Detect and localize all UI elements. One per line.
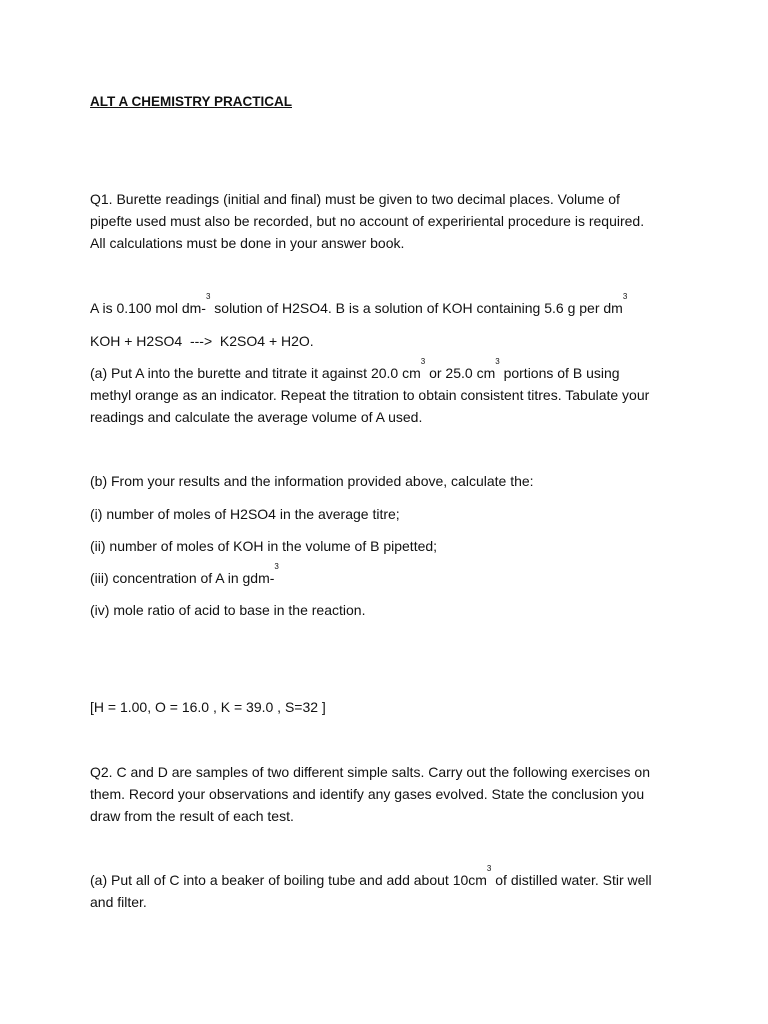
q2-part-a-line-1 — [90, 864, 690, 891]
superscript-3: 3 — [486, 864, 492, 873]
q1-part-a-line-3: readings and calculate the average volume of A used. — [90, 409, 423, 425]
q1-item-i: (i) number of moles of H2SO4 in the average titre; — [90, 506, 400, 522]
q1-intro-line-3: All calculations must be done in your answer book. — [90, 235, 405, 251]
q1-part-a-text-1: (a) Put A into the burette and titrate it against 20.0 cm — [90, 365, 421, 381]
q1-intro-line-1: Q1. Burette readings (initial and final) must be given to two decimal places. Volume of — [90, 191, 620, 207]
q2-intro-line-1: Q2. C and D are samples of two different simple salts. Carry out the following exercises on — [90, 764, 650, 780]
q1-item-iv: (iv) mole ratio of acid to base in the reaction. — [90, 602, 366, 618]
superscript-3: 3 — [274, 562, 279, 571]
superscript-3: 3 — [495, 357, 500, 366]
q1-item-iii-text: (iii) concentration of A in gdm- — [90, 570, 275, 586]
q2-part-a-line-2: and filter. — [90, 894, 147, 910]
q1-part-b: (b) From your results and the information provided above, calculate the: — [90, 473, 534, 489]
q2-part-a-text-2: of distilled water. Stir well — [491, 872, 652, 888]
q2-intro-line-2: them. Record your observations and identify any gases evolved. State the conclusion you — [90, 786, 645, 802]
q2-intro-line-3: draw from the result of each test. — [90, 808, 294, 824]
q1-solutions-text-a: A is 0.100 mol dm- — [90, 300, 206, 316]
q1-part-a-line-2: methyl orange as an indicator. Repeat the titration to obtain consistent titres. Tabulate your — [90, 387, 650, 403]
q1-part-a-line-1 — [90, 357, 690, 384]
superscript-3: 3 — [205, 292, 211, 301]
q1-part-a-text-2: or 25.0 cm — [425, 365, 496, 381]
q1-part-a-text-3: portions of B using — [499, 365, 620, 381]
superscript-3: 3 — [622, 292, 628, 301]
document-title: ALT A CHEMISTRY PRACTICAL — [90, 94, 292, 109]
atomic-masses: [H = 1.00, O = 16.0 , K = 39.0 , S=32 ] — [90, 699, 326, 715]
q1-solutions-text-b: solution of H2SO4. B is a solution of KOH containing 5.6 g per dm — [210, 300, 623, 316]
q1-item-iii — [90, 562, 690, 589]
superscript-3: 3 — [420, 357, 426, 366]
q1-intro-line-2: pipefte used must also be recorded, but no account of expeririental procedure is required. — [90, 213, 645, 229]
q1-equation: KOH + H2SO4 ---> K2SO4 + H2O. — [90, 333, 314, 349]
q1-solutions-line — [90, 292, 690, 319]
q2-part-a-text-1: (a) Put all of C into a beaker of boiling tube and add about 10cm — [90, 872, 487, 888]
q1-item-ii: (ii) number of moles of KOH in the volume of B pipetted; — [90, 538, 438, 554]
